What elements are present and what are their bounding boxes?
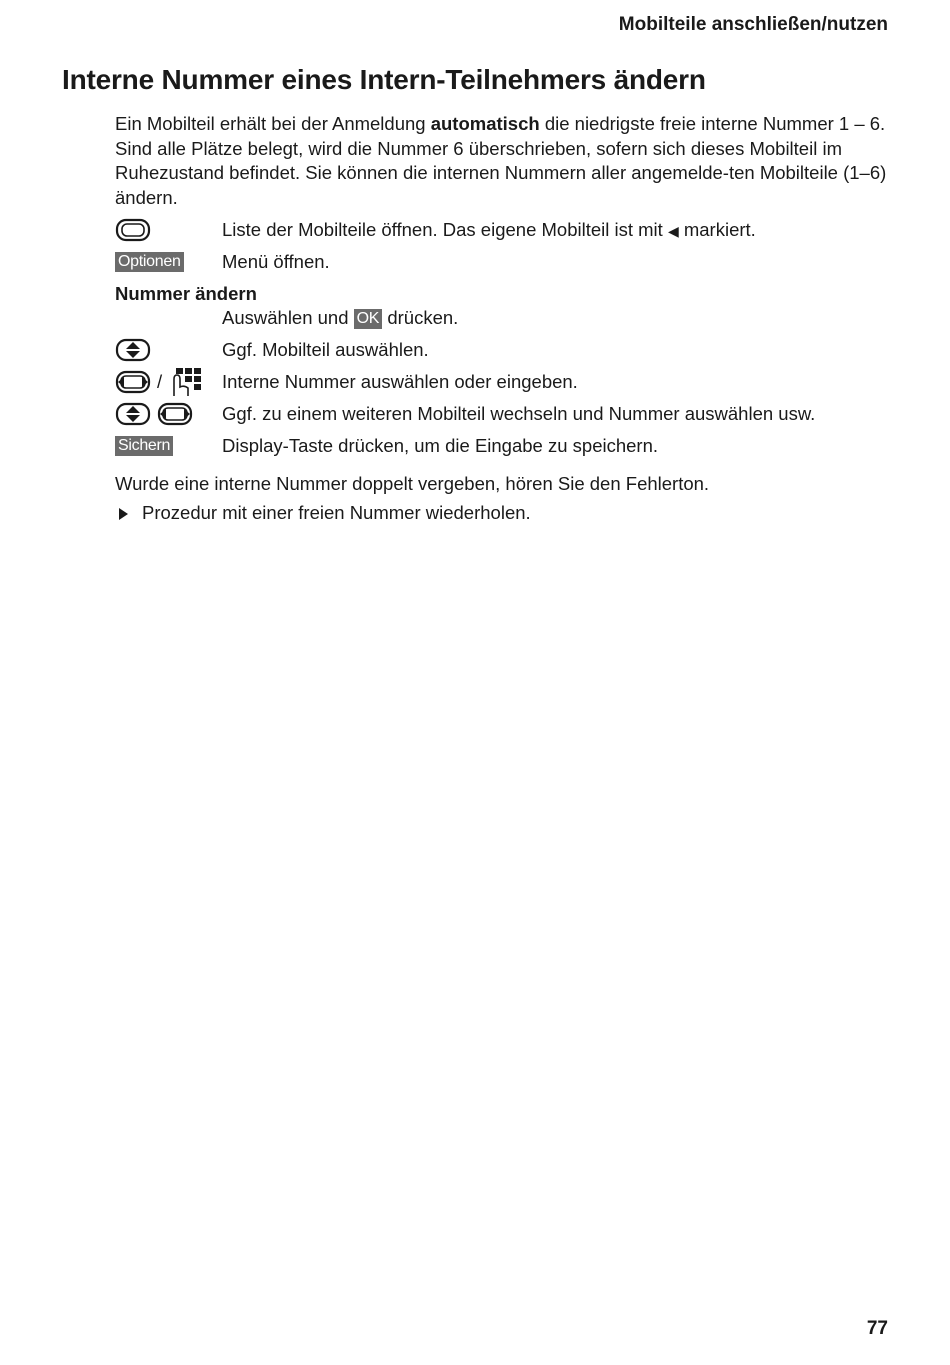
step-icons xyxy=(115,216,151,244)
control-key-up-down-icon xyxy=(115,338,151,362)
bullet-arrow-icon xyxy=(119,508,128,520)
control-key-up-down-icon xyxy=(115,402,151,426)
step-text-end: drücken. xyxy=(382,307,459,328)
substep-select-ok xyxy=(115,304,915,332)
step-icons xyxy=(115,400,193,428)
step-description: Ggf. Mobilteil auswählen. xyxy=(222,339,429,360)
step-icons xyxy=(115,432,173,460)
keypad-icon xyxy=(168,367,204,397)
subheading: Nummer ändern xyxy=(115,283,257,304)
substep-save xyxy=(115,432,915,460)
substep-select-handset xyxy=(115,336,915,364)
control-key-icon xyxy=(115,218,151,242)
substep-switch-handset xyxy=(115,400,915,428)
intro-bold: automatisch xyxy=(430,113,540,134)
ok-softkey[interactable]: OK xyxy=(354,309,383,329)
separator: / xyxy=(157,371,163,392)
marker-left-icon: ◀ xyxy=(667,223,679,239)
bullet-text: Prozedur mit einer freien Nummer wiederholen. xyxy=(142,502,531,523)
intro-paragraph xyxy=(115,112,893,210)
running-head: Mobilteile anschließen/nutzen xyxy=(618,14,888,35)
intro-text-start: Ein Mobilteil erhält bei der Anmeldung xyxy=(115,113,431,134)
step-icons xyxy=(115,248,184,276)
step-description: Ggf. zu einem weiteren Mobilteil wechseln und Nummer auswählen usw. xyxy=(222,403,816,424)
optionen-softkey[interactable]: Optionen xyxy=(115,252,184,272)
step-icons xyxy=(115,368,204,396)
note-paragraph: Wurde eine interne Nummer doppelt vergeben, hören Sie den Fehlerton. xyxy=(115,473,710,494)
step-open-menu xyxy=(115,248,915,276)
step-description xyxy=(222,216,756,245)
page-number: 77 xyxy=(866,1318,888,1339)
sichern-softkey[interactable]: Sichern xyxy=(115,436,173,456)
substep-enter-number xyxy=(115,368,915,396)
step-description: Display-Taste drücken, um die Eingabe zu speichern. xyxy=(222,435,659,456)
step-description xyxy=(222,304,458,332)
step-description: Interne Nummer auswählen oder eingeben. xyxy=(222,371,578,392)
control-key-left-right-icon xyxy=(157,402,193,426)
page-title: Interne Nummer eines Intern-Teilnehmers ändern xyxy=(62,64,706,95)
control-key-left-right-icon xyxy=(115,370,151,394)
step-text-start: Auswählen und xyxy=(222,307,354,328)
step-description: Menü öffnen. xyxy=(222,251,330,272)
step-text-end: markiert. xyxy=(678,219,756,240)
step-text-start: Liste der Mobilteile öffnen. Das eigene Mobilteil ist mit xyxy=(222,219,668,240)
step-open-list xyxy=(115,216,915,244)
intro-text-end: die niedrigste freie interne Nummer 1 – 6. Sind alle Plätze belegt, wird die Nummer 6 überschrieben, sofern sich dieses Mobilteil im Ruhezustand befindet. Sie können die internen Nummern aller angemelde-ten Mobilteile (1–6) ändern. xyxy=(115,113,887,208)
step-icons xyxy=(115,336,151,364)
